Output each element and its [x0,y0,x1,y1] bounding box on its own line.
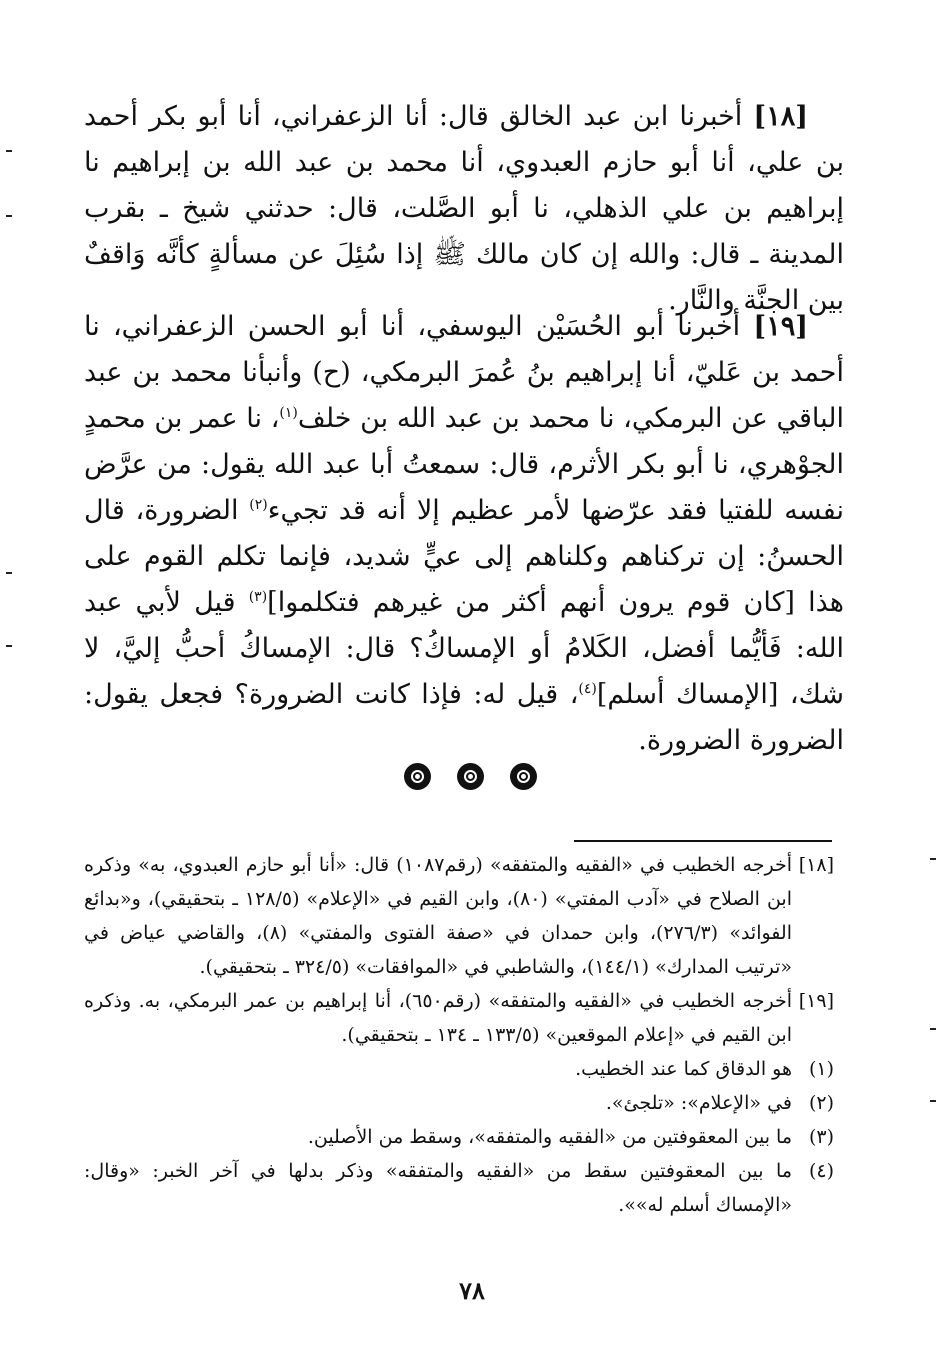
margin-mark [930,1100,936,1102]
footnote-separator [574,840,832,842]
footnote-label: (١) [808,1058,834,1080]
footnote-text: هو الدقاق كما عند الخطيب. [575,1058,792,1080]
footnote-item [84,848,834,984]
narration-19 [84,304,844,764]
footnote-text: أخرجه الخطيب في «الفقيه والمتفقه» (رقم٦٥٠)، أنا إبراهيم بن عمر البرمكي، به. وذكره ابن القيم في «إعلام الموقعين» (١٣٣/٥ ـ ١٣٤ ـ بتحقيقي). [84,990,792,1046]
margin-mark [930,858,936,860]
narration-number: [١٨] [753,101,808,132]
narration-text: ، قيل له: فإذا كانت الضرورة؟ فجعل يقول: الضرورة الضرورة. [84,679,844,756]
narration-18 [84,94,844,324]
footnote-label: (٢) [808,1092,834,1114]
narration-18-paragraph [84,94,844,324]
footnote-label: [١٩] [798,990,834,1012]
footnote-item [84,1154,834,1222]
margin-mark [930,1028,936,1030]
narration-text: الضرورة، قال الحسنُ: إن تركناهم وكلناهم إلى عيٍّ شديد، فإنما تكلم القوم على هذا [كان قوم يرون أنهم أكثر من غيرهم فتكلموا] [84,495,844,618]
narration-text: قيل لأبي عبد الله: فَأيُّما أفضل، الكَلامُ أو الإمساكُ؟ قال: الإمساكُ أحبُّ إليَّ، لا شك، [الإمساك أسلم] [84,587,844,710]
narration-number: [١٩] [753,311,808,342]
section-divider [360,763,580,793]
footnote-ref[interactable]: (١) [279,405,298,421]
narration-text: أخبرنا ابن عبد الخالق قال: أنا الزعفراني، أنا أبو بكر أحمد بن علي، أنا أبو حازم العبدوي، أنا محمد بن عبد الله بن إبراهيم نا إبراهيم بن علي الذهلي، نا أبو الصَّلت، قال: حدثني شيخ ـ بقرب المدينة ـ قال: والله إن كان مالك ﷺ إذا سُئِلَ عن مسألةٍ كأنَّه وَاقفٌ بين الجنَّة والنَّار. [84,101,844,316]
footnote-text: ما بين المعقوفتين من «الفقيه والمتفقه»، وسقط من الأصلين. [307,1126,792,1148]
narration-text: ، نا عمر بن محمدٍ الجوْهري، نا أبو بكر الأثرم، قال: سمعتُ أبا عبد الله يقول: من عرَّض نفسه للفتيا فقد عرّضها لأمر عظيم إلا أنه قد تجيء [84,403,844,526]
ornament-icon [510,763,537,790]
footnote-text: في «الإعلام»: «تلجئ». [605,1092,792,1114]
footnote-item [84,984,834,1052]
page-number: ٧٨ [459,1276,485,1305]
footnote-item [84,1086,834,1120]
narration-19-paragraph [84,304,844,764]
margin-mark [6,645,12,647]
footnote-label: (٤) [808,1160,834,1182]
footnotes [84,848,834,1222]
footnote-text: أخرجه الخطيب في «الفقيه والمتفقه» (رقم١٠٨٧) قال: «أنا أبو حازم العبدوي، به» وذكره ابن الصلاح في «آدب المفتي» (٨٠)، وابن القيم في «الإعلام» (١٢٨/٥ ـ بتحقيقي)، و«بدائع الفوائد» (٢٧٦/٣)، وابن حمدان في «صفة الفتوى والمفتي» (٨)، والقاضي عياض في «ترتيب المدارك» (١٤٤/١)، والشاطبي في «الموافقات» (٣٢٤/٥ ـ بتحقيقي). [84,854,792,978]
ornament-icon [457,763,484,790]
footnote-ref[interactable]: (٢) [249,497,268,513]
footnote-label: [١٨] [798,854,834,876]
margin-mark [6,572,12,574]
ornament-icon [404,763,431,790]
margin-mark [6,150,12,152]
footnote-ref[interactable]: (٤) [578,681,597,697]
narration-text: أخبرنا أبو الحُسَيْن اليوسفي، أنا أبو الحسن الزعفراني، نا أحمد بن عَليّ، أنا إبراهيم بنُ عُمرَ البرمكي، (ح) وأنبأنا محمد بن عبد الباقي عن البرمكي، نا محمد بن عبد الله بن خلف [84,311,844,434]
footnote-label: (٣) [808,1126,834,1148]
footnote-ref[interactable]: (٣) [248,589,268,605]
footnote-text: ما بين المعقوفتين سقط من «الفقيه والمتفقه» وذكر بدلها في آخر الخبر: «وقال: «الإمساك أسلم له»». [84,1160,792,1216]
margin-mark [6,215,12,217]
footnote-item [84,1120,834,1154]
footnote-item [84,1052,834,1086]
